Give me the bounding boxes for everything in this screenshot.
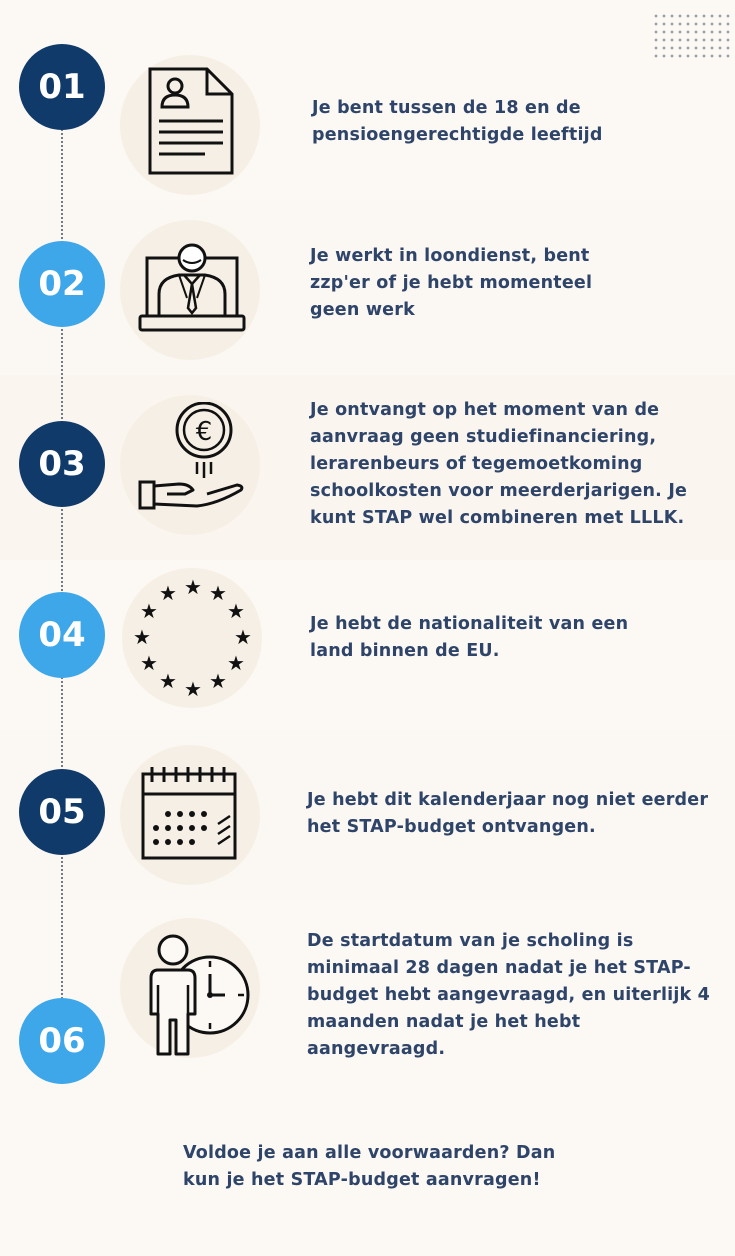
footer-call-to-action: Voldoe je aan alle voorwaarden? Dan kun je het STAP-budget aanvragen! [183,1143,556,1190]
step-number-01: 01 [19,44,105,130]
step-number-06: 06 [19,998,105,1084]
step-text-6: De startdatum van je scholing is minimaal 28 dagen nadat je het STAP- budget hebt aangevraagd, en uiterlijk 4 maanden nadat je het hebt aangevraagd. [307,931,711,1059]
svg-text:★: ★ [227,651,245,675]
svg-text:★: ★ [184,576,202,599]
step-text-2: Je werkt in loondienst, bent zzp'er of je hebt momenteel geen werk [310,246,593,320]
svg-text:€: € [195,417,213,447]
step-number-04: 04 [19,592,105,678]
step-number-03: 03 [19,421,105,507]
person-clock-icon [140,930,255,1058]
step-text-3: Je ontvangt op het moment van de aanvraag geen studiefinanciering, lerarenbeurs of tegemoetkoming schoolkosten voor meerderjarigen. Je kunt STAP wel combineren met LLLK. [310,400,688,528]
svg-text:★: ★ [234,625,252,649]
eu-stars-icon [132,576,254,700]
calendar-icon [138,764,240,862]
svg-text:★: ★ [140,651,158,675]
svg-text:★: ★ [140,599,158,623]
step-text-1: Je bent tussen de 18 en de pensioengerechtigde leeftijd [312,98,603,145]
step-text-5: Je hebt dit kalenderjaar nog niet eerder het STAP-budget ontvangen. [307,790,709,837]
svg-text:★: ★ [209,581,227,605]
laptop-person-icon [137,238,247,334]
svg-text:★: ★ [184,677,202,700]
step-text-4: Je hebt de nationaliteit van een land binnen de EU. [310,614,629,661]
svg-text:★: ★ [159,581,177,605]
svg-text:★: ★ [209,669,227,693]
svg-text:★: ★ [159,669,177,693]
svg-text:★: ★ [227,599,245,623]
step-number-05: 05 [19,769,105,855]
decorative-dot-grid [652,12,732,62]
step-number-02: 02 [19,241,105,327]
hand-euro-coin-icon [137,402,247,514]
resume-document-icon [145,66,235,176]
svg-text:★: ★ [133,625,151,649]
